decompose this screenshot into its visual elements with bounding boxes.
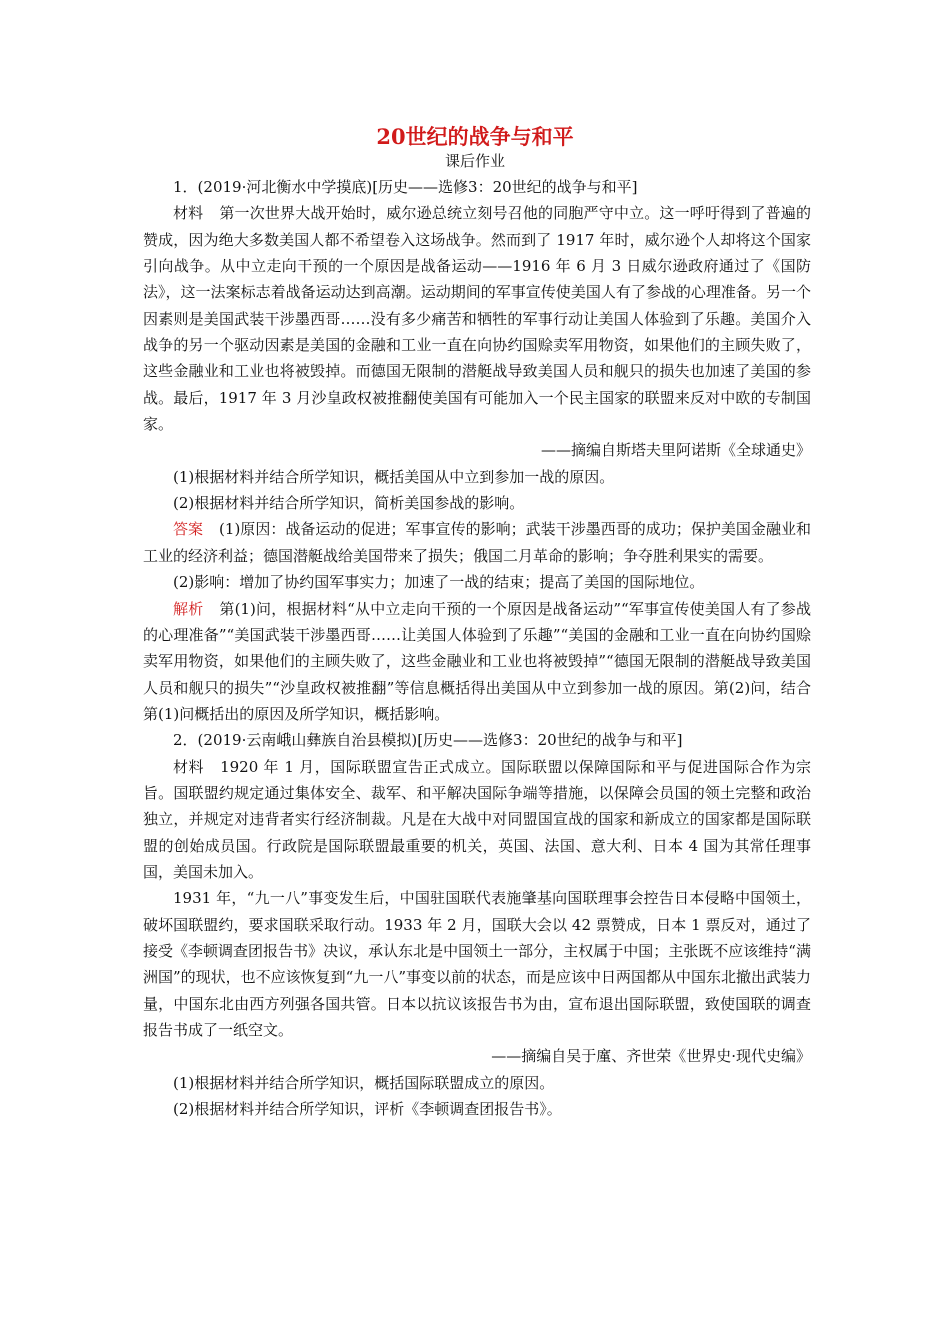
q1-subquestion-2: (2)根据材料并结合所学知识，简析美国参战的影响。 [173,494,525,513]
q2-material-label: 材料 [173,757,205,776]
q2-material-2: 1931 年，“九一八”事变发生后，中国驻国联代表施肇基向国联理事会控告日本侵略中国领土，破坏国联盟约，要求国联采取行动。1933 年 2 月，国联大会以 42 票赞成，日本 1 票反对，通过了接受《李顿调查团报告书》决议，承认东北是中国领土一部分，主权属于中国；主张既不应该维持“满洲国”的现状，也不应该恢复到“九一八”事变以前的状态，而是应该中日两国都从中国东北撤出武装力量，中国东北由西方列强各国共管。日本以抗议该报告书为由，宣布退出国际联盟，致使国联的调查报告书成了一纸空文。 [143,889,812,1039]
q2-material-text: 1920 年 1 月，国际联盟宣告正式成立。国际联盟以保障国际和平与促进国际合作为宗旨。国联盟约规定通过集体安全、裁军、和平解决国际争端等措施，以保障会员国的领土完整和政治独立，并规定对违背者实行经济制裁。凡是在大战中对同盟国宣战的国家和新成立的国家都是国际联盟的创始成员国。行政院是国际联盟最重要的机关，英国、法国、意大利、日本 4 国为其常任理事国，美国未加入。 [143,757,811,881]
q2-subquestion-2: (2)根据材料并结合所学知识，评析《李顿调查团报告书》。 [173,1100,562,1119]
q2-material [143,754,811,886]
page-title: 20世纪的战争与和平 [376,124,574,149]
q1-subquestion-1: (1)根据材料并结合所学知识，概括美国从中立到参加一战的原因。 [173,467,615,486]
q1-heading: 1．(2019·河北衡水中学摸底)[历史——选修3：20世纪的战争与和平] [173,178,638,196]
q1-answer-text: (1)原因：战备运动的促进；军事宣传的影响；武装干涉墨西哥的成功；保护美国金融业和工业的经济利益；德国潜艇战给美国带来了损失；俄国二月革命的影响；争夺胜利果实的需要。 [143,520,811,565]
q2-source: ——摘编自吴于廑、齐世荣《世界史·现代史编》 [491,1047,811,1066]
document-body [143,174,811,1122]
page-subtitle: 课后作业 [444,152,505,170]
q1-answer-label: 答案 [173,520,204,539]
q1-source: ——摘编自斯塔夫里阿诺斯《全球通史》 [540,441,811,460]
q1-analysis-label: 解析 [173,599,204,618]
q1-answer-2: (2)影响：增加了协约国军事实力；加速了一战的结束；提高了美国的国际地位。 [173,573,705,592]
q1-material-label: 材料 [173,204,204,223]
q1-answer [143,516,811,569]
q2-subquestion-1: (1)根据材料并结合所学知识，概括国际联盟成立的原因。 [173,1073,555,1092]
q1-analysis [143,596,811,728]
q1-material [143,200,811,437]
q1-material-text: 第一次世界大战开始时，威尔逊总统立刻号召他的同胞严守中立。这一呼吁得到了普遍的赞成，因为绝大多数美国人都不希望卷入这场战争。然而到了 1917 年时，威尔逊个人却将这个国家引向战争。从中立走向干预的一个原因是战备运动——1916 年 6 月 3 日威尔逊政府通过了《国防法》，这一法案标志着战备运动达到高潮。运动期间的军事宣传使美国人有了参战的心理准备。另一个因素则是美国武装干涉墨西哥……没有多少痛苦和牺牲的军事行动让美国人体验到了乐趣。美国介入战争的另一个驱动因素是美国的金融和工业一直在向协约国赊卖军用物资，如果他们的主顾失败了，这些金融业和工业也将被毁掉。而德国无限制的潜艇战导致美国人员和舰只的损失也加速了美国的参战。最后，1917 年 3 月沙皇政权被推翻使美国有可能加入一个民主国家的联盟来反对中欧的专制国家。 [143,204,811,434]
q1-analysis-text: 第(1)问，根据材料“从中立走向干预的一个原因是战备运动”“军事宣传使美国人有了参战的心理准备”“美国武装干涉墨西哥……让美国人体验到了乐趣”“美国的金融和工业一直在向协约国赊卖军用物资，如果他们的主顾失败了，这些金融业和工业也将被毁掉”“德国无限制的潜艇战导致美国人员和舰只的损失”“沙皇政权被推翻”等信息概括得出美国从中立到参加一战的原因。第(2)问，结合第(1)问概括出的原因及所学知识，概括影响。 [143,599,811,723]
q2-heading: 2．(2019·云南峨山彝族自治县模拟)[历史——选修3：20世纪的战争与和平] [173,731,683,750]
